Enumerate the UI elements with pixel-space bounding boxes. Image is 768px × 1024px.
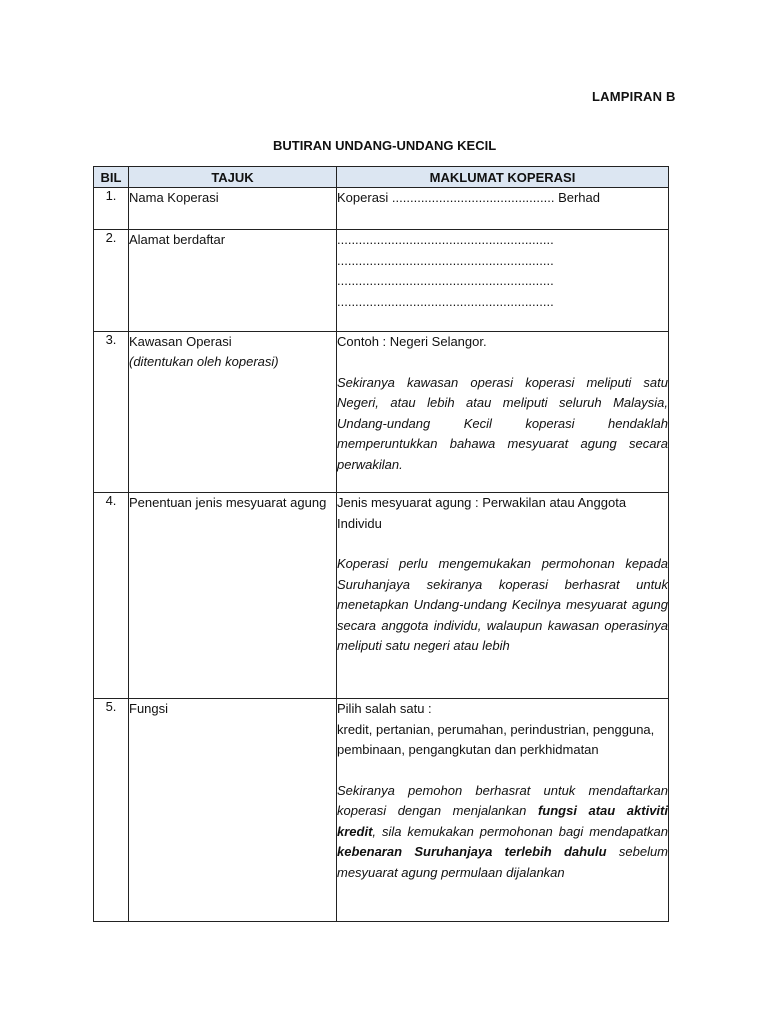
document-title: BUTIRAN UNDANG-UNDANG KECIL — [273, 138, 497, 153]
column-header-maklumat: MAKLUMAT KOPERASI — [337, 167, 669, 188]
row-number: 5. — [94, 699, 129, 922]
row-title: Fungsi — [129, 699, 337, 922]
explanatory-note: Koperasi perlu mengemukakan permohonan kepada Suruhanjaya sekiranya koperasi berhasrat untuk menetapkan Undang-undang Kecilnya mesyuarat agung secara anggota individu, walaupun kawasan operasinya meliputi satu negeri atau lebih — [337, 556, 668, 653]
row-number: 3. — [94, 332, 129, 493]
table-row — [94, 493, 669, 699]
address-line: ............................................................ — [337, 252, 554, 268]
note-emphasis: fungsi atau aktiviti kredit — [337, 803, 668, 839]
row-title-note: (ditentukan oleh koperasi) — [129, 354, 279, 369]
table-header-row — [94, 167, 669, 188]
row-title: Nama Koperasi — [129, 188, 337, 230]
row-title: Alamat berdaftar — [129, 230, 337, 332]
column-header-bil: BIL — [94, 167, 129, 188]
column-header-tajuk: TAJUK — [129, 167, 337, 188]
explanatory-note: Sekiranya kawasan operasi koperasi meliputi satu Negeri, atau lebih atau meliputi seluruh Malaysia, Undang-undang Kecil koperasi hendaklah memperuntukkan bahawa mesyuarat agung secara perwakilan. — [337, 374, 668, 472]
note-text: sebelum mesyuarat agung permulaan dijalankan — [337, 844, 669, 880]
row-title-text: Kawasan Operasi — [129, 334, 232, 349]
address-line: ............................................................ — [337, 293, 554, 309]
bylaws-details-table — [93, 166, 669, 922]
registered-address-field — [337, 230, 669, 332]
table-row — [94, 332, 669, 493]
note-text: Sekiranya pemohon berhasrat untuk mendaftarkan koperasi dengan menjalankan — [337, 782, 668, 818]
table-row — [94, 230, 669, 332]
table-row — [94, 699, 669, 922]
meeting-type-info — [337, 493, 669, 699]
example-text: Contoh : Negeri Selangor. — [337, 334, 487, 349]
row-number: 4. — [94, 493, 129, 699]
row-number: 1. — [94, 188, 129, 230]
address-line: ............................................................ — [337, 232, 554, 247]
function-heading: Pilih salah satu : — [337, 701, 432, 716]
cooperative-name-field: Koperasi ............................................. Berhad — [337, 188, 669, 230]
function-options: kredit, pertanian, perumahan, perindustrian, pengguna, pembinaan, pengangkutan dan perkhidmatan — [337, 721, 655, 757]
explanatory-note — [337, 781, 668, 884]
operation-area-info — [337, 332, 669, 493]
note-emphasis: kebenaran Suruhanjaya terlebih dahulu — [337, 844, 607, 859]
address-line: ............................................................ — [337, 273, 554, 288]
function-info — [337, 699, 669, 922]
row-title: Penentuan jenis mesyuarat agung — [129, 493, 337, 699]
meeting-type-heading: Jenis mesyuarat agung : Perwakilan atau Anggota Individu — [337, 495, 627, 531]
note-text: , sila kemukakan permohonan bagi mendapatkan — [372, 823, 668, 839]
table-row — [94, 188, 669, 230]
row-title — [129, 332, 337, 493]
appendix-label: LAMPIRAN B — [592, 89, 676, 104]
row-number: 2. — [94, 230, 129, 332]
